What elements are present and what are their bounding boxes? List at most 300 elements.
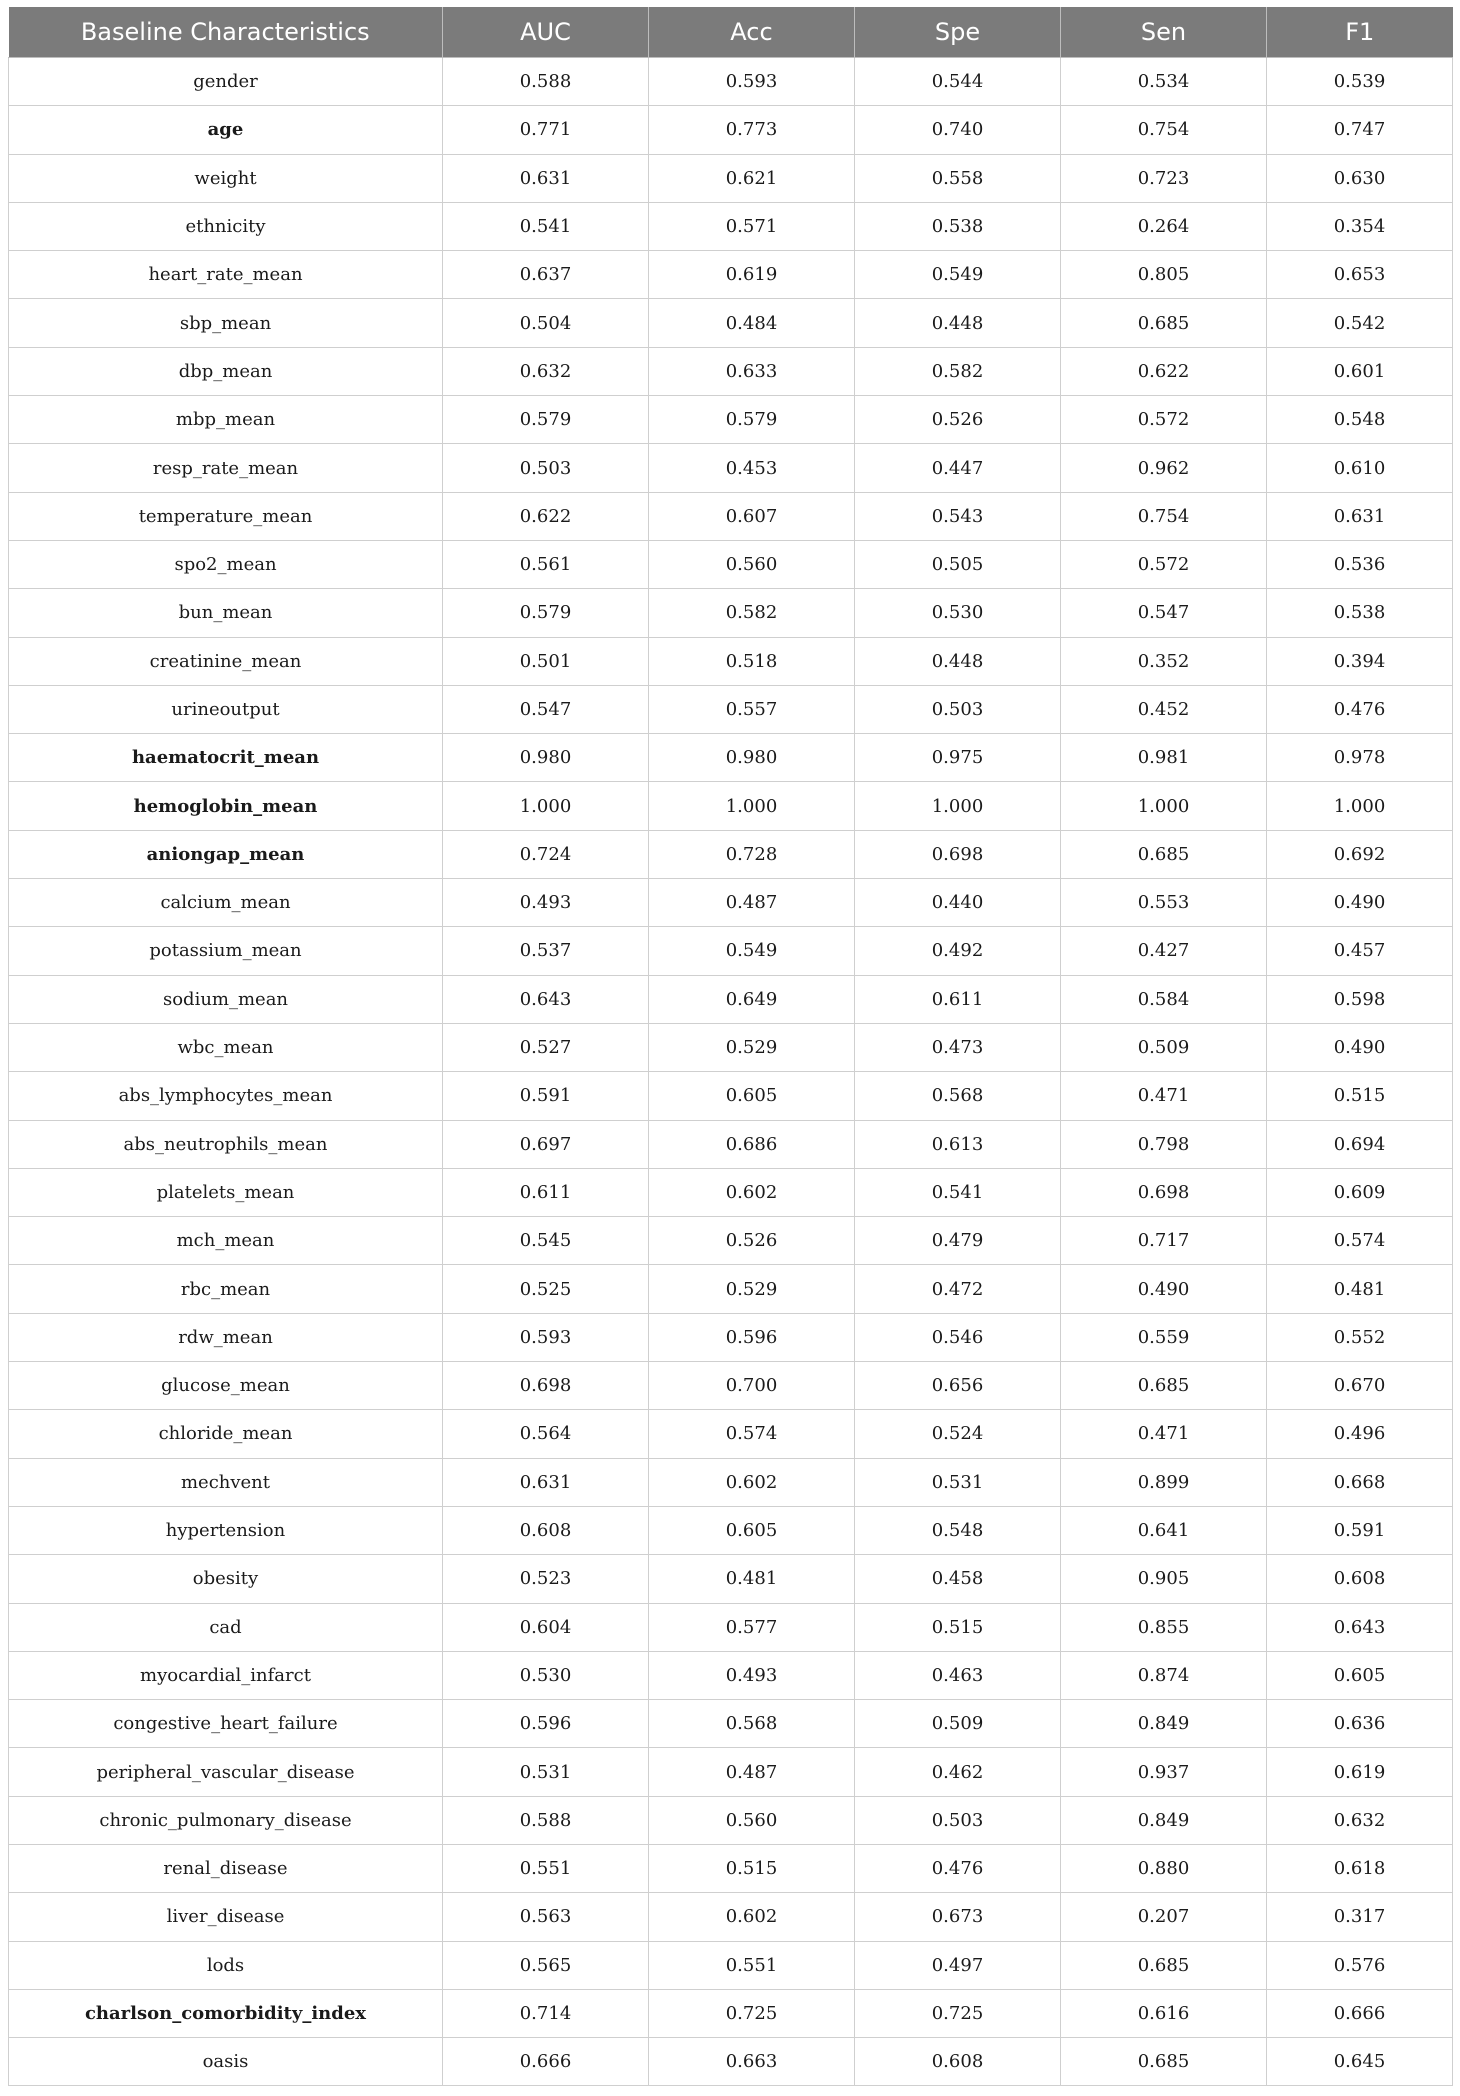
- cell-spe: 0.544: [855, 58, 1061, 106]
- cell-characteristic: hypertension: [9, 1506, 443, 1554]
- cell-spe: 0.447: [855, 444, 1061, 492]
- cell-characteristic: chronic_pulmonary_disease: [9, 1796, 443, 1844]
- table-row: [9, 1651, 1453, 1699]
- cell-f1: 0.548: [1267, 396, 1453, 444]
- cell-characteristic: mbp_mean: [9, 396, 443, 444]
- cell-auc: 0.541: [443, 202, 649, 250]
- cell-f1: 0.515: [1267, 1072, 1453, 1120]
- cell-auc: 0.525: [443, 1265, 649, 1313]
- cell-auc: 0.596: [443, 1700, 649, 1748]
- cell-auc: 0.503: [443, 444, 649, 492]
- cell-characteristic: calcium_mean: [9, 879, 443, 927]
- cell-spe: 0.462: [855, 1748, 1061, 1796]
- header-acc: Acc: [649, 7, 855, 58]
- cell-f1: 0.457: [1267, 927, 1453, 975]
- cell-acc: 0.529: [649, 1265, 855, 1313]
- cell-characteristic: urineoutput: [9, 685, 443, 733]
- cell-spe: 0.505: [855, 540, 1061, 588]
- cell-sen: 0.698: [1061, 1168, 1267, 1216]
- cell-spe: 0.548: [855, 1506, 1061, 1554]
- cell-characteristic: glucose_mean: [9, 1362, 443, 1410]
- cell-auc: 0.771: [443, 106, 649, 154]
- cell-sen: 0.207: [1061, 1893, 1267, 1941]
- cell-acc: 0.621: [649, 154, 855, 202]
- cell-acc: 0.487: [649, 1748, 855, 1796]
- cell-sen: 0.754: [1061, 106, 1267, 154]
- table-row: [9, 685, 1453, 733]
- table-header: [9, 7, 1453, 58]
- table-row: [9, 540, 1453, 588]
- cell-characteristic: wbc_mean: [9, 1023, 443, 1071]
- table-row: [9, 396, 1453, 444]
- cell-acc: 0.487: [649, 879, 855, 927]
- cell-sen: 0.584: [1061, 975, 1267, 1023]
- cell-sen: 0.685: [1061, 299, 1267, 347]
- cell-f1: 0.668: [1267, 1458, 1453, 1506]
- cell-sen: 0.805: [1061, 251, 1267, 299]
- cell-acc: 0.602: [649, 1893, 855, 1941]
- cell-characteristic: hemoglobin_mean: [9, 782, 443, 830]
- cell-characteristic: cad: [9, 1603, 443, 1651]
- cell-auc: 0.611: [443, 1168, 649, 1216]
- cell-f1: 0.591: [1267, 1506, 1453, 1554]
- cell-auc: 0.631: [443, 1458, 649, 1506]
- cell-characteristic: chloride_mean: [9, 1410, 443, 1458]
- cell-spe: 0.740: [855, 106, 1061, 154]
- cell-auc: 1.000: [443, 782, 649, 830]
- table-row: [9, 1217, 1453, 1265]
- table-row: [9, 637, 1453, 685]
- cell-acc: 0.571: [649, 202, 855, 250]
- cell-f1: 0.317: [1267, 1893, 1453, 1941]
- cell-auc: 0.563: [443, 1893, 649, 1941]
- cell-spe: 0.472: [855, 1265, 1061, 1313]
- table-row: [9, 492, 1453, 540]
- cell-sen: 0.572: [1061, 540, 1267, 588]
- cell-characteristic: bun_mean: [9, 589, 443, 637]
- cell-spe: 0.611: [855, 975, 1061, 1023]
- cell-acc: 0.663: [649, 2038, 855, 2086]
- cell-auc: 0.591: [443, 1072, 649, 1120]
- cell-spe: 0.503: [855, 1796, 1061, 1844]
- cell-characteristic: weight: [9, 154, 443, 202]
- cell-spe: 0.975: [855, 734, 1061, 782]
- table-row: [9, 202, 1453, 250]
- cell-acc: 0.605: [649, 1506, 855, 1554]
- cell-characteristic: temperature_mean: [9, 492, 443, 540]
- cell-acc: 0.607: [649, 492, 855, 540]
- cell-sen: 0.534: [1061, 58, 1267, 106]
- cell-f1: 0.653: [1267, 251, 1453, 299]
- cell-f1: 0.490: [1267, 1023, 1453, 1071]
- cell-sen: 0.849: [1061, 1796, 1267, 1844]
- cell-spe: 0.549: [855, 251, 1061, 299]
- table-row: [9, 444, 1453, 492]
- cell-sen: 0.547: [1061, 589, 1267, 637]
- cell-characteristic: platelets_mean: [9, 1168, 443, 1216]
- cell-f1: 0.632: [1267, 1796, 1453, 1844]
- results-table: [8, 7, 1453, 2086]
- table-row: [9, 1313, 1453, 1361]
- cell-auc: 0.637: [443, 251, 649, 299]
- cell-acc: 0.700: [649, 1362, 855, 1410]
- cell-auc: 0.697: [443, 1120, 649, 1168]
- cell-characteristic: sbp_mean: [9, 299, 443, 347]
- cell-acc: 0.619: [649, 251, 855, 299]
- cell-spe: 0.582: [855, 347, 1061, 395]
- cell-characteristic: liver_disease: [9, 1893, 443, 1941]
- cell-characteristic: age: [9, 106, 443, 154]
- cell-auc: 0.579: [443, 396, 649, 444]
- cell-f1: 0.645: [1267, 2038, 1453, 2086]
- cell-sen: 0.685: [1061, 1362, 1267, 1410]
- cell-f1: 0.610: [1267, 444, 1453, 492]
- cell-f1: 0.692: [1267, 830, 1453, 878]
- cell-auc: 0.724: [443, 830, 649, 878]
- cell-auc: 0.698: [443, 1362, 649, 1410]
- table-row: [9, 1023, 1453, 1071]
- cell-characteristic: renal_disease: [9, 1844, 443, 1892]
- cell-acc: 0.602: [649, 1168, 855, 1216]
- cell-auc: 0.551: [443, 1844, 649, 1892]
- cell-spe: 0.497: [855, 1941, 1061, 1989]
- cell-f1: 0.496: [1267, 1410, 1453, 1458]
- table-row: [9, 1555, 1453, 1603]
- cell-sen: 0.509: [1061, 1023, 1267, 1071]
- cell-sen: 0.616: [1061, 1989, 1267, 2037]
- cell-acc: 0.582: [649, 589, 855, 637]
- header-auc: AUC: [443, 7, 649, 58]
- cell-characteristic: abs_neutrophils_mean: [9, 1120, 443, 1168]
- cell-characteristic: oasis: [9, 2038, 443, 2086]
- cell-spe: 0.608: [855, 2038, 1061, 2086]
- cell-auc: 0.504: [443, 299, 649, 347]
- table-row: [9, 1458, 1453, 1506]
- cell-spe: 0.558: [855, 154, 1061, 202]
- cell-acc: 0.633: [649, 347, 855, 395]
- cell-sen: 0.874: [1061, 1651, 1267, 1699]
- cell-acc: 0.577: [649, 1603, 855, 1651]
- cell-f1: 0.536: [1267, 540, 1453, 588]
- cell-sen: 0.723: [1061, 154, 1267, 202]
- cell-sen: 1.000: [1061, 782, 1267, 830]
- cell-acc: 0.568: [649, 1700, 855, 1748]
- table-row: [9, 106, 1453, 154]
- cell-auc: 0.631: [443, 154, 649, 202]
- table-row: [9, 251, 1453, 299]
- cell-spe: 0.541: [855, 1168, 1061, 1216]
- cell-characteristic: lods: [9, 1941, 443, 1989]
- cell-auc: 0.666: [443, 2038, 649, 2086]
- cell-spe: 0.503: [855, 685, 1061, 733]
- table-row: [9, 1072, 1453, 1120]
- cell-characteristic: abs_lymphocytes_mean: [9, 1072, 443, 1120]
- cell-f1: 0.694: [1267, 1120, 1453, 1168]
- table-row: [9, 1700, 1453, 1748]
- cell-characteristic: aniongap_mean: [9, 830, 443, 878]
- table-row: [9, 879, 1453, 927]
- cell-auc: 0.714: [443, 1989, 649, 2037]
- cell-f1: 0.601: [1267, 347, 1453, 395]
- cell-auc: 0.527: [443, 1023, 649, 1071]
- table-row: [9, 1796, 1453, 1844]
- cell-auc: 0.531: [443, 1748, 649, 1796]
- cell-auc: 0.608: [443, 1506, 649, 1554]
- cell-auc: 0.593: [443, 1313, 649, 1361]
- cell-auc: 0.564: [443, 1410, 649, 1458]
- cell-acc: 0.686: [649, 1120, 855, 1168]
- cell-auc: 0.588: [443, 58, 649, 106]
- cell-auc: 0.579: [443, 589, 649, 637]
- cell-acc: 0.560: [649, 1796, 855, 1844]
- cell-spe: 1.000: [855, 782, 1061, 830]
- cell-characteristic: dbp_mean: [9, 347, 443, 395]
- cell-f1: 0.605: [1267, 1651, 1453, 1699]
- table-row: [9, 1362, 1453, 1410]
- cell-sen: 0.880: [1061, 1844, 1267, 1892]
- cell-auc: 0.523: [443, 1555, 649, 1603]
- cell-f1: 0.608: [1267, 1555, 1453, 1603]
- cell-f1: 0.630: [1267, 154, 1453, 202]
- cell-characteristic: peripheral_vascular_disease: [9, 1748, 443, 1796]
- cell-spe: 0.476: [855, 1844, 1061, 1892]
- cell-sen: 0.471: [1061, 1072, 1267, 1120]
- cell-spe: 0.440: [855, 879, 1061, 927]
- cell-spe: 0.448: [855, 299, 1061, 347]
- table-row: [9, 1893, 1453, 1941]
- cell-acc: 0.526: [649, 1217, 855, 1265]
- table-row: [9, 1168, 1453, 1216]
- cell-acc: 0.453: [649, 444, 855, 492]
- cell-f1: 0.978: [1267, 734, 1453, 782]
- cell-auc: 0.530: [443, 1651, 649, 1699]
- cell-spe: 0.546: [855, 1313, 1061, 1361]
- cell-characteristic: charlson_comorbidity_index: [9, 1989, 443, 2037]
- cell-characteristic: gender: [9, 58, 443, 106]
- table-row: [9, 299, 1453, 347]
- cell-f1: 0.394: [1267, 637, 1453, 685]
- cell-acc: 0.602: [649, 1458, 855, 1506]
- cell-sen: 0.352: [1061, 637, 1267, 685]
- header-spe: Spe: [855, 7, 1061, 58]
- cell-auc: 0.604: [443, 1603, 649, 1651]
- cell-characteristic: ethnicity: [9, 202, 443, 250]
- cell-spe: 0.515: [855, 1603, 1061, 1651]
- cell-sen: 0.849: [1061, 1700, 1267, 1748]
- cell-f1: 1.000: [1267, 782, 1453, 830]
- cell-spe: 0.530: [855, 589, 1061, 637]
- cell-sen: 0.471: [1061, 1410, 1267, 1458]
- cell-sen: 0.981: [1061, 734, 1267, 782]
- cell-acc: 0.725: [649, 1989, 855, 2037]
- cell-auc: 0.501: [443, 637, 649, 685]
- cell-spe: 0.538: [855, 202, 1061, 250]
- cell-f1: 0.576: [1267, 1941, 1453, 1989]
- table-row: [9, 782, 1453, 830]
- cell-spe: 0.473: [855, 1023, 1061, 1071]
- cell-acc: 0.649: [649, 975, 855, 1023]
- cell-sen: 0.962: [1061, 444, 1267, 492]
- cell-acc: 0.605: [649, 1072, 855, 1120]
- cell-sen: 0.264: [1061, 202, 1267, 250]
- cell-acc: 0.579: [649, 396, 855, 444]
- cell-acc: 0.529: [649, 1023, 855, 1071]
- cell-f1: 0.643: [1267, 1603, 1453, 1651]
- cell-sen: 0.685: [1061, 830, 1267, 878]
- cell-acc: 0.728: [649, 830, 855, 878]
- cell-spe: 0.673: [855, 1893, 1061, 1941]
- cell-sen: 0.754: [1061, 492, 1267, 540]
- cell-acc: 0.518: [649, 637, 855, 685]
- cell-sen: 0.641: [1061, 1506, 1267, 1554]
- cell-spe: 0.656: [855, 1362, 1061, 1410]
- table-row: [9, 1120, 1453, 1168]
- cell-characteristic: myocardial_infarct: [9, 1651, 443, 1699]
- cell-spe: 0.526: [855, 396, 1061, 444]
- table-row: [9, 975, 1453, 1023]
- cell-f1: 0.574: [1267, 1217, 1453, 1265]
- cell-acc: 0.560: [649, 540, 855, 588]
- cell-sen: 0.572: [1061, 396, 1267, 444]
- cell-spe: 0.492: [855, 927, 1061, 975]
- cell-characteristic: sodium_mean: [9, 975, 443, 1023]
- cell-f1: 0.636: [1267, 1700, 1453, 1748]
- cell-acc: 0.493: [649, 1651, 855, 1699]
- cell-sen: 0.905: [1061, 1555, 1267, 1603]
- table-row: [9, 1989, 1453, 2037]
- table-row: [9, 1410, 1453, 1458]
- cell-f1: 0.747: [1267, 106, 1453, 154]
- cell-spe: 0.568: [855, 1072, 1061, 1120]
- cell-acc: 0.574: [649, 1410, 855, 1458]
- table-row: [9, 1265, 1453, 1313]
- cell-sen: 0.685: [1061, 1941, 1267, 1989]
- cell-spe: 0.524: [855, 1410, 1061, 1458]
- cell-auc: 0.537: [443, 927, 649, 975]
- cell-auc: 0.547: [443, 685, 649, 733]
- cell-spe: 0.479: [855, 1217, 1061, 1265]
- cell-characteristic: haematocrit_mean: [9, 734, 443, 782]
- cell-characteristic: rdw_mean: [9, 1313, 443, 1361]
- cell-auc: 0.588: [443, 1796, 649, 1844]
- cell-acc: 0.593: [649, 58, 855, 106]
- cell-f1: 0.490: [1267, 879, 1453, 927]
- cell-acc: 0.484: [649, 299, 855, 347]
- results-table-container: [8, 7, 1452, 2086]
- cell-characteristic: mechvent: [9, 1458, 443, 1506]
- cell-auc: 0.622: [443, 492, 649, 540]
- cell-sen: 0.452: [1061, 685, 1267, 733]
- cell-acc: 0.773: [649, 106, 855, 154]
- cell-acc: 0.515: [649, 1844, 855, 1892]
- cell-spe: 0.509: [855, 1700, 1061, 1748]
- cell-f1: 0.670: [1267, 1362, 1453, 1410]
- cell-f1: 0.539: [1267, 58, 1453, 106]
- header-baseline-characteristics: Baseline Characteristics: [9, 7, 443, 58]
- cell-characteristic: spo2_mean: [9, 540, 443, 588]
- cell-auc: 0.565: [443, 1941, 649, 1989]
- cell-f1: 0.598: [1267, 975, 1453, 1023]
- cell-spe: 0.458: [855, 1555, 1061, 1603]
- table-row: [9, 347, 1453, 395]
- table-body: [9, 58, 1453, 2086]
- cell-sen: 0.559: [1061, 1313, 1267, 1361]
- table-row: [9, 1748, 1453, 1796]
- cell-characteristic: rbc_mean: [9, 1265, 443, 1313]
- cell-spe: 0.613: [855, 1120, 1061, 1168]
- cell-spe: 0.725: [855, 1989, 1061, 2037]
- cell-acc: 0.481: [649, 1555, 855, 1603]
- table-row: [9, 830, 1453, 878]
- cell-acc: 0.596: [649, 1313, 855, 1361]
- table-row: [9, 927, 1453, 975]
- table-row: [9, 1844, 1453, 1892]
- cell-f1: 0.618: [1267, 1844, 1453, 1892]
- cell-f1: 0.481: [1267, 1265, 1453, 1313]
- header-row: [9, 7, 1453, 58]
- cell-acc: 0.551: [649, 1941, 855, 1989]
- cell-spe: 0.531: [855, 1458, 1061, 1506]
- cell-sen: 0.685: [1061, 2038, 1267, 2086]
- cell-characteristic: potassium_mean: [9, 927, 443, 975]
- cell-f1: 0.354: [1267, 202, 1453, 250]
- header-sen: Sen: [1061, 7, 1267, 58]
- table-row: [9, 1603, 1453, 1651]
- cell-f1: 0.666: [1267, 1989, 1453, 2037]
- cell-auc: 0.632: [443, 347, 649, 395]
- cell-f1: 0.552: [1267, 1313, 1453, 1361]
- cell-spe: 0.448: [855, 637, 1061, 685]
- cell-f1: 0.619: [1267, 1748, 1453, 1796]
- cell-acc: 1.000: [649, 782, 855, 830]
- cell-acc: 0.980: [649, 734, 855, 782]
- cell-auc: 0.545: [443, 1217, 649, 1265]
- cell-sen: 0.427: [1061, 927, 1267, 975]
- cell-sen: 0.855: [1061, 1603, 1267, 1651]
- cell-f1: 0.609: [1267, 1168, 1453, 1216]
- cell-f1: 0.631: [1267, 492, 1453, 540]
- table-row: [9, 734, 1453, 782]
- table-row: [9, 589, 1453, 637]
- cell-spe: 0.543: [855, 492, 1061, 540]
- cell-f1: 0.476: [1267, 685, 1453, 733]
- cell-acc: 0.557: [649, 685, 855, 733]
- cell-f1: 0.538: [1267, 589, 1453, 637]
- cell-acc: 0.549: [649, 927, 855, 975]
- cell-f1: 0.542: [1267, 299, 1453, 347]
- header-f1: F1: [1267, 7, 1453, 58]
- cell-auc: 0.561: [443, 540, 649, 588]
- table-row: [9, 2038, 1453, 2086]
- table-row: [9, 58, 1453, 106]
- cell-auc: 0.493: [443, 879, 649, 927]
- cell-auc: 0.643: [443, 975, 649, 1023]
- cell-sen: 0.899: [1061, 1458, 1267, 1506]
- table-row: [9, 1941, 1453, 1989]
- cell-sen: 0.622: [1061, 347, 1267, 395]
- cell-spe: 0.463: [855, 1651, 1061, 1699]
- cell-characteristic: resp_rate_mean: [9, 444, 443, 492]
- cell-characteristic: congestive_heart_failure: [9, 1700, 443, 1748]
- cell-auc: 0.980: [443, 734, 649, 782]
- cell-sen: 0.798: [1061, 1120, 1267, 1168]
- cell-sen: 0.490: [1061, 1265, 1267, 1313]
- cell-characteristic: heart_rate_mean: [9, 251, 443, 299]
- table-row: [9, 1506, 1453, 1554]
- cell-characteristic: mch_mean: [9, 1217, 443, 1265]
- cell-sen: 0.553: [1061, 879, 1267, 927]
- cell-sen: 0.937: [1061, 1748, 1267, 1796]
